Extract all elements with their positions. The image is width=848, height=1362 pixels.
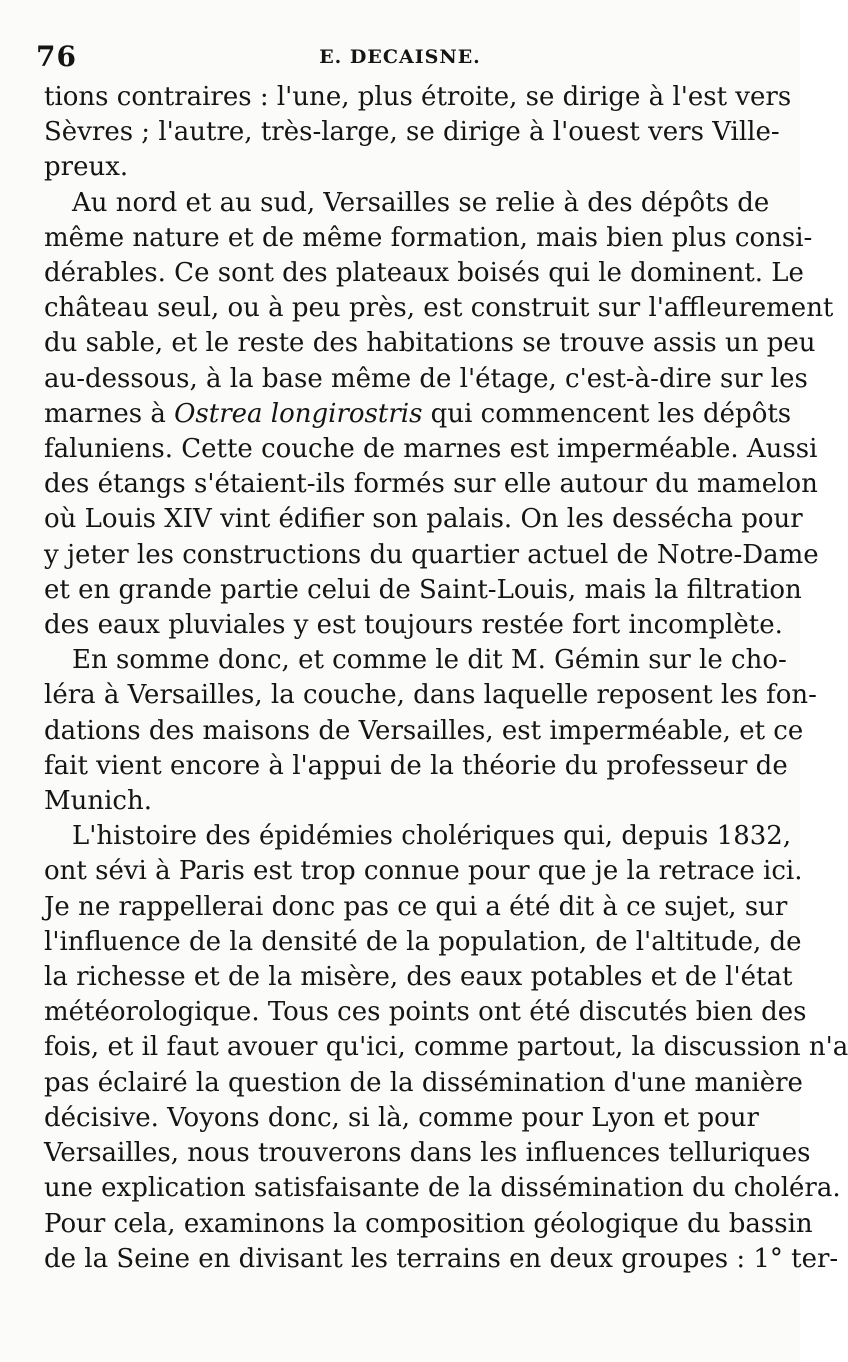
text-line: même nature et de même formation, mais bien plus consi- — [44, 222, 813, 253]
text-line: dations des maisons de Versailles, est imperméable, et ce — [44, 715, 804, 746]
text-line: l'influence de la densité de la population, de l'altitude, de — [44, 926, 802, 957]
text-line: Je ne rappellerai donc pas ce qui a été dit à ce sujet, sur — [44, 891, 788, 922]
text-line: fois, et il faut avouer qu'ici, comme partout, la discussion n'a — [44, 1032, 848, 1063]
body-text — [44, 80, 848, 1277]
text-line: léra à Versailles, la couche, dans laquelle reposent les fon- — [44, 680, 817, 711]
text-line: et en grande partie celui de Saint-Louis, mais la filtration — [44, 574, 802, 605]
text-line: ont sévi à Paris est trop connue pour que je la retrace ici. — [44, 856, 803, 887]
running-head: E. DECAISNE. — [319, 46, 481, 68]
text-line: château seul, ou à peu près, est construit sur l'affleurement — [44, 293, 834, 324]
paragraph — [44, 80, 792, 186]
text-line: pas éclairé la question de la dissémination d'une manière — [44, 1067, 803, 1098]
text-line: Versailles, nous trouverons dans les influences telluriques — [44, 1138, 811, 1169]
text-line: du sable, et le reste des habitations se trouve assis un peu — [44, 328, 816, 359]
text-line: la richesse et de la misère, des eaux potables et de l'état — [44, 962, 793, 993]
text-line: décisive. Voyons donc, si là, comme pour Lyon et pour — [44, 1102, 759, 1133]
paragraph — [44, 643, 817, 819]
text-line: Sèvres ; l'autre, très-large, se dirige à l'ouest vers Ville- — [44, 117, 780, 148]
text-line — [44, 397, 792, 432]
text-line: des eaux pluviales y est toujours restée fort incomplète. — [44, 610, 783, 641]
paragraph — [44, 186, 834, 644]
text-line: faluniens. Cette couche de marnes est imperméable. Aussi — [44, 434, 818, 465]
text-line: dérables. Ce sont des plateaux boisés qui le dominent. Le — [44, 258, 804, 289]
text-line: Munich. — [44, 786, 152, 817]
text-line: En somme donc, et comme le dit M. Gémin sur le cho- — [72, 645, 787, 676]
text-segment: qui commencent les dépôts — [422, 398, 792, 429]
text-line: Pour cela, examinons la composition géologique du bassin — [44, 1208, 813, 1239]
text-line: au-dessous, à la base même de l'étage, c'est-à-dire sur les — [44, 363, 808, 394]
text-line: fait vient encore à l'appui de la théorie du professeur de — [44, 750, 788, 781]
text-line: où Louis XIV vint édifier son palais. On les dessécha pour — [44, 504, 803, 535]
text-line: L'histoire des épidémies cholériques qui, depuis 1832, — [72, 821, 792, 852]
text-line: preux. — [44, 152, 129, 183]
text-line: tions contraires : l'une, plus étroite, se dirige à l'est vers — [44, 82, 792, 112]
text-line: météorologique. Tous ces points ont été discutés bien des — [44, 997, 807, 1028]
text-line: une explication satisfaisante de la dissémination du choléra. — [44, 1173, 841, 1204]
page-number: 76 — [36, 40, 77, 73]
italic-species-name: Ostrea longirostris — [174, 398, 423, 429]
page-header — [36, 40, 764, 76]
text-line: des étangs s'étaient-ils formés sur elle autour du mamelon — [44, 469, 818, 500]
text-line: Au nord et au sud, Versailles se relie à des dépôts de — [72, 187, 770, 218]
text-line: de la Seine en divisant les terrains en deux groupes : 1° ter- — [44, 1243, 839, 1274]
text-segment: marnes à — [44, 398, 175, 429]
paragraph — [44, 819, 848, 1277]
text-line: y jeter les constructions du quartier actuel de Notre-Dame — [44, 539, 819, 570]
